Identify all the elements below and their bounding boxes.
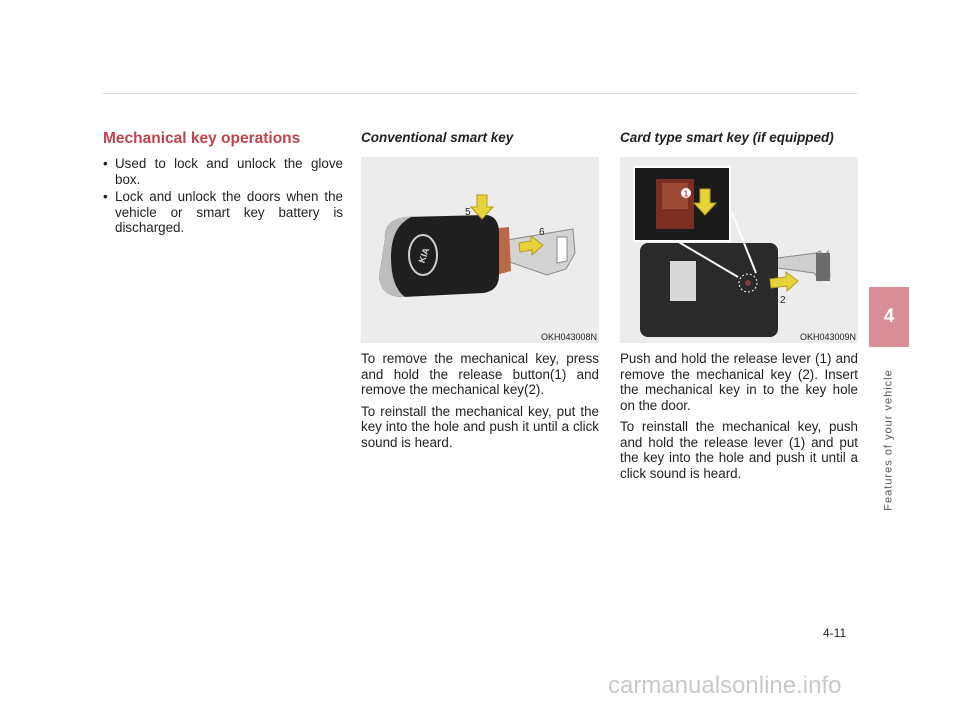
figure-code: OKH043008N <box>540 332 597 342</box>
callout-1: 1 <box>683 189 689 199</box>
subsection-heading: Card type smart key (if equipped) <box>620 130 834 145</box>
figure-conventional-key <box>361 157 599 343</box>
figure-code: OKH043009N <box>799 332 856 342</box>
section-heading: Mechanical key operations <box>103 130 301 147</box>
card-key-illustration <box>620 157 858 343</box>
paragraph: Push and hold the release lever (1) and remove the mechanical key (2). Insert the mechanical key in to the key hole on the door. <box>620 351 858 413</box>
page-number: 4-11 <box>823 626 847 640</box>
column-card-smart-key <box>620 130 858 481</box>
subsection-heading: Conventional smart key <box>361 130 514 145</box>
column-mechanical-key <box>103 130 343 238</box>
chapter-title <box>874 370 904 510</box>
bullet-list <box>103 156 343 236</box>
column-conventional-smart-key <box>361 130 599 450</box>
callout-6: 6 <box>539 227 545 238</box>
chapter-tab: 4 <box>869 287 909 347</box>
paragraph: To remove the mechanical key, press and hold the release button(1) and remove the mechanical key(2). <box>361 351 599 397</box>
smart-key-illustration <box>361 157 599 343</box>
figure-card-key <box>620 157 858 343</box>
top-rule <box>103 93 857 94</box>
bullet-item: • Used to lock and unlock the glove box. <box>103 156 343 187</box>
paragraph: To reinstall the mechanical key, push and hold the release lever (1) and put the key into the hole and push it until a click sound is heard. <box>620 419 858 481</box>
bullet-item: • Lock and unlock the doors when the vehicle or smart key battery is discharged. <box>103 189 343 236</box>
chapter-title-text: Features of your vehicle <box>883 369 896 511</box>
callout-2: 2 <box>780 295 786 306</box>
watermark: carmanualsonline.info <box>608 672 842 699</box>
paragraph: To reinstall the mechanical key, put the key into the hole and push it until a click sound is heard. <box>361 403 599 450</box>
kia-logo-text: KIA <box>416 246 432 265</box>
callout-5: 5 <box>465 207 471 218</box>
